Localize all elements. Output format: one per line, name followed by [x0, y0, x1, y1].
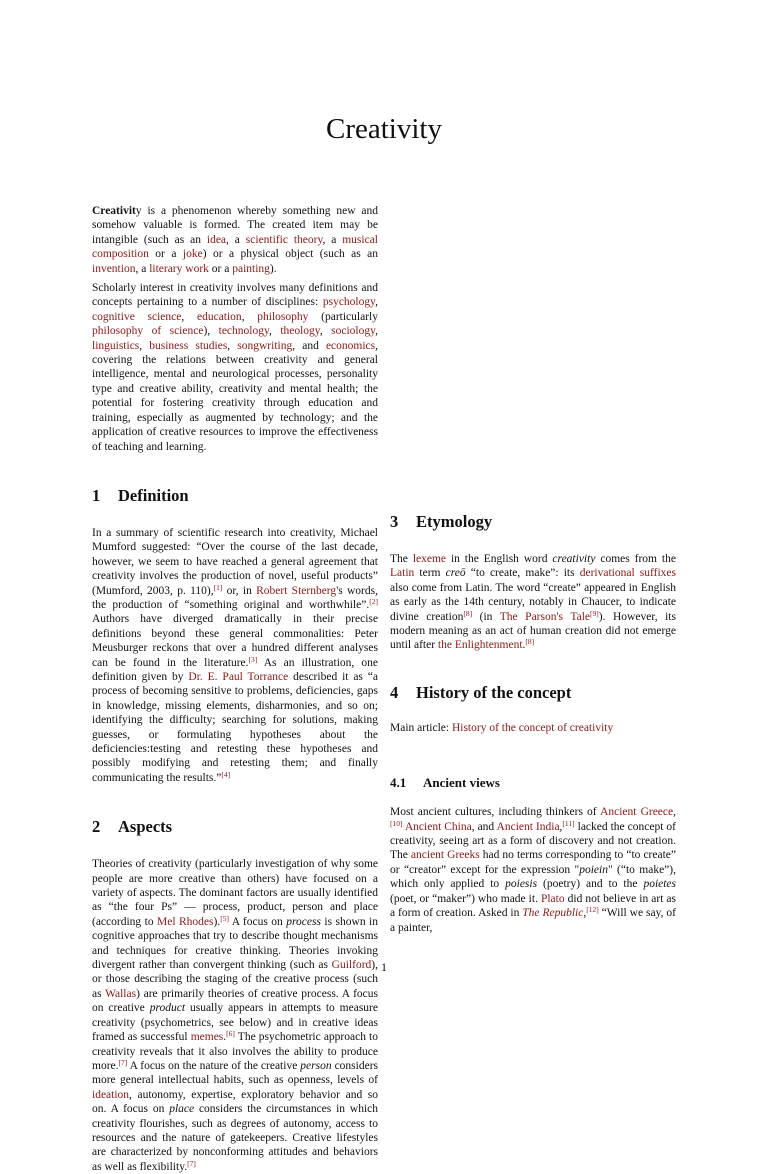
citation-8b[interactable]: [8]: [525, 637, 535, 647]
citation-10[interactable]: [10]: [390, 818, 403, 828]
column-flow-spacer: [390, 204, 676, 504]
citation-3[interactable]: [3]: [248, 654, 258, 664]
etymology-paragraph: The lexeme in the English word creativity comes from the Latin term creō “to create, make”: its derivational suffixes also come from Latin. The word “create” appeared in English as early as the 14th century, notably in Chaucer, to indicate divine creation[8] (in The Parson's Tale[9]). However, its modern meaning as an act of human creation did not emerge until after the Enlightenment.[8]: [390, 553, 677, 652]
link-ideation[interactable]: ideation: [92, 1088, 130, 1101]
link-philosophy[interactable]: philosophy: [257, 310, 309, 323]
link-painting[interactable]: painting: [232, 262, 270, 275]
link-business-studies[interactable]: business studies: [149, 339, 228, 352]
link-technology[interactable]: technology: [218, 325, 269, 338]
link-economics[interactable]: economics: [325, 339, 376, 352]
main-article-note: Main article: History of the concept of creativity: [390, 721, 614, 734]
link-enlightenment[interactable]: the Enlightenment: [437, 639, 523, 652]
citation-11[interactable]: [11]: [562, 818, 575, 828]
citation-7b[interactable]: [7]: [187, 1158, 196, 1168]
link-wallas[interactable]: Wallas: [105, 987, 137, 1000]
link-ancient-greeks[interactable]: ancient Greeks: [410, 849, 480, 862]
citation-1[interactable]: [1]: [213, 582, 223, 592]
link-plato[interactable]: Plato: [540, 892, 565, 905]
link-joke[interactable]: joke: [182, 248, 203, 261]
link-derivational-suffixes[interactable]: derivational suffixes: [579, 567, 677, 580]
link-education[interactable]: education: [196, 310, 242, 323]
citation-6[interactable]: [6]: [226, 1029, 235, 1039]
link-parsons-tale[interactable]: The Parson's Tale: [499, 610, 590, 623]
citation-8[interactable]: [8]: [463, 608, 473, 618]
link-sociology[interactable]: sociology: [331, 325, 376, 338]
link-literary-work[interactable]: literary work: [149, 262, 209, 275]
link-lexeme[interactable]: lexeme: [412, 553, 447, 565]
link-theology[interactable]: theology: [280, 325, 320, 338]
heading-ancient-views: 4.1 Ancient views: [390, 775, 500, 791]
heading-aspects: 2 Aspects: [92, 817, 173, 837]
link-the-republic[interactable]: The Republic: [522, 907, 584, 920]
link-musical-composition[interactable]: musical composition: [92, 233, 379, 261]
link-paul-torrance[interactable]: Dr. E. Paul Torrance: [188, 670, 289, 683]
link-songwriting[interactable]: songwriting: [237, 339, 293, 352]
citation-9[interactable]: [9]: [590, 608, 599, 618]
link-history-of-creativity[interactable]: History of the concept of creativity: [451, 721, 614, 734]
link-ancient-india[interactable]: Ancient India: [496, 820, 560, 833]
right-column: [390, 204, 676, 935]
citation-2[interactable]: [2]: [369, 596, 378, 606]
link-ancient-china[interactable]: Ancient China: [404, 820, 472, 833]
intro-paragraph-1: Creativity is a phenomenon whereby something new and somehow valuable is formed. The created item may be intangible (such as an idea, a scientific theory, a musical composition or a joke) or a physical object (such as an invention, a literary work or a painting).: [92, 205, 379, 275]
link-linguistics[interactable]: linguistics: [92, 339, 140, 352]
link-invention[interactable]: invention: [92, 262, 136, 275]
intro-paragraph-2: Scholarly interest in creativity involves many definitions and concepts pertaining to a number of disciplines: psychology, cognitive science, education, philosophy (particularly philosophy of science), technology, theology, sociology, linguistics, business studies, songwriting, and economics, covering the relations between creativity and general intelligence, mental and neurological processes, personality type and creative ability, creativity and mental health; the potential for fostering creativity through education and training, especially as augmented by technology; and the application of creative resources to improve the effectiveness of teaching and learning.: [92, 282, 378, 453]
heading-definition: 1 Definition: [92, 485, 189, 505]
link-memes[interactable]: memes: [190, 1031, 224, 1044]
definition-paragraph: In a summary of scientific research into creativity, Michael Mumford suggested: “Over the course of the last decade, however, we seem to have reached a general agreement that creativity involves the production of novel, useful products” (Mumford, 2003, p. 110),[1] or, in Robert Sternberg's words, the production of “something original and worthwhile”.[2] Authors have diverged dramatically in their precise definitions beyond these general commonalities: Peter Meusburger reckons that over a hundred different analyses can be found in the literature.[3] As an illustration, one definition given by Dr. E. Paul Torrance described it as “a process of becoming sensitive to problems, deficiencies, gaps in knowledge, missing elements, disharmonies, and so on; identifying the difficulty; searching for solutions, making guesses, or formulating hypotheses about the deficiencies:testing and retesting these hypotheses and possibly modifying and retesting them; and finally communicating the results.”[4]: [92, 526, 378, 784]
link-mel-rhodes[interactable]: Mel Rhodes: [157, 915, 214, 928]
citation-5[interactable]: [5]: [220, 913, 229, 923]
aspects-paragraph: Theories of creativity (particularly investigation of why some people are more creative than others) have focused on a variety of aspects. The dominant factors are usually identified as “the four Ps” — process, product, person and place (according to Mel Rhodes).[5] A focus on process is shown in cognitive approaches that try to describe thought mechanisms and techniques for creative thinking. Theories invoking divergent rather than convergent thinking (such as Guilford), or those describing the staging of the creative process (such as Wallas) are primarily theories of creative process. A focus on creative product usually appears in attempts to measure creativity (psychometrics, see below) and in creative ideas framed as successful memes.[6] The psychometric approach to creativity reveals that it also involves the ability to produce more.[7] A focus on the nature of the creative person considers more general intellectual habits, such as openness, levels of ideation, autonomy, expertise, exploratory behavior and so on. A focus on place considers the circumstances in which creativity flourishes, such as degrees of autonomy, access to resources and the nature of gatekeepers. Creative lifestyles are characterized by nonconforming attitudes and behaviors as well as flexibility.[7]: [92, 858, 379, 1173]
link-guilford[interactable]: Guilford: [331, 959, 372, 972]
link-ancient-greece[interactable]: Ancient Greece: [600, 806, 674, 819]
page-number: 1: [381, 960, 387, 974]
heading-history: 4 History of the concept: [390, 682, 572, 702]
term-bold: Creativit: [92, 205, 136, 217]
link-idea[interactable]: idea: [206, 233, 227, 246]
link-psychology[interactable]: psychology: [322, 296, 376, 309]
citation-7[interactable]: [7]: [118, 1057, 128, 1067]
left-column: [92, 204, 378, 1174]
ancient-paragraph: Most ancient cultures, including thinkers of Ancient Greece,[10] Ancient China, and Ancient India,[11] lacked the concept of creativity, seeing art as a form of discovery and not creation. The ancient Greeks had no terms corresponding to “to create” or “creator” except for the expression "poiein" (“to make”), which only applied to poiesis (poetry) and to the poietes (poet, or “maker”) who made it. Plato did not believe in art as a form of creation. Asked in The Republic,[12] “Will we say, of a painter,: [390, 806, 677, 934]
citation-12[interactable]: [12]: [586, 905, 599, 915]
link-philosophy-of-science[interactable]: philosophy of science: [92, 325, 204, 338]
link-cognitive-science[interactable]: cognitive science: [92, 310, 182, 323]
citation-4[interactable]: [4]: [221, 769, 231, 779]
link-robert-sternberg[interactable]: Robert Sternberg: [256, 584, 337, 597]
page-title: Creativity: [326, 113, 442, 145]
link-scientific-theory[interactable]: scientific theory: [245, 233, 323, 246]
link-latin[interactable]: Latin: [390, 567, 415, 580]
heading-etymology: 3 Etymology: [390, 512, 493, 531]
